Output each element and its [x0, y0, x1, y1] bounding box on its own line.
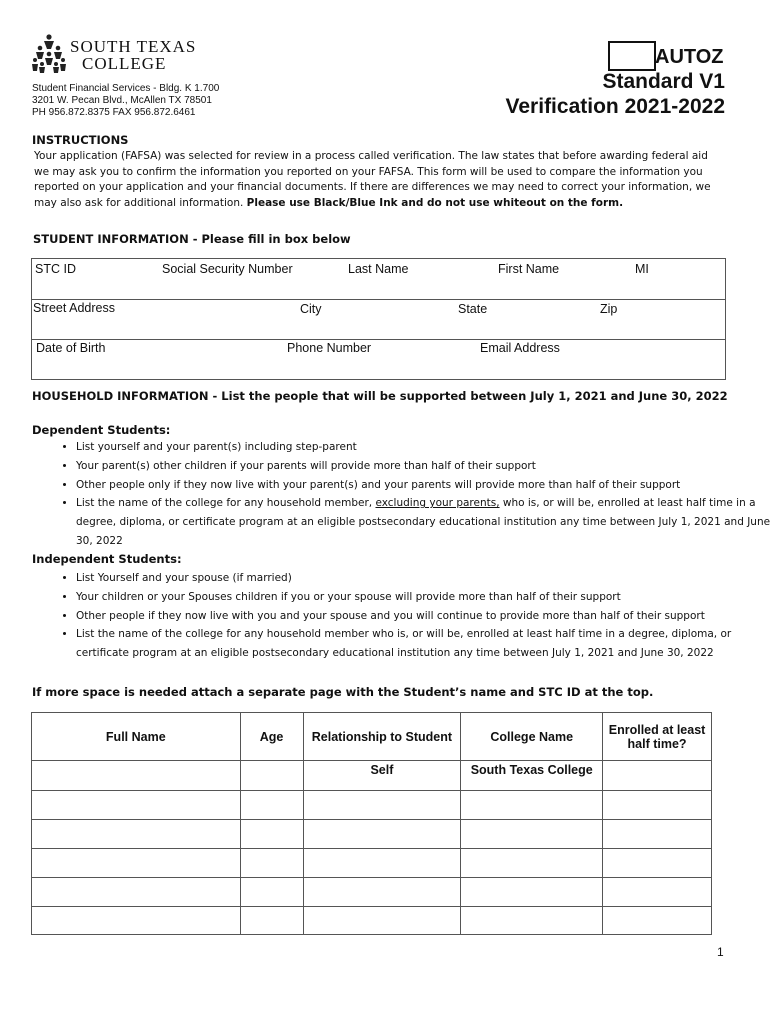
student-info-box [31, 258, 726, 380]
list-item: • List yourself and your parent(s) including step-parent [76, 438, 770, 457]
cell[interactable] [240, 791, 303, 820]
household-table [31, 712, 712, 935]
street-address-label: Street Address [33, 301, 115, 315]
cell[interactable] [603, 907, 712, 935]
city-label: City [300, 302, 322, 316]
college-logo [31, 33, 67, 80]
divider [32, 299, 725, 300]
dep4-text-b: who is, or will be, enrolled at least half time in a degree, diploma, or certificate program at an eligible postsecondary educational institution any time between July 1, 2021 and June 30, 2022 [76, 497, 770, 547]
table-row [32, 791, 712, 820]
cell[interactable] [603, 791, 712, 820]
table-row [32, 907, 712, 935]
instructions-body: Your application (FAFSA) was selected for review in a process called verification. The law states that before awarding federal aid we may ask you to confirm the information you reported on your FAFSA. This form will be used to compare the information you reported on your application and your financial documents. If there are differences we may need to correct your information, we may also ask for additional information. [34, 150, 711, 209]
col-enrolled: Enrolled at least half time? [603, 713, 712, 761]
cell[interactable] [32, 820, 241, 849]
form-standard: Standard V1 [602, 70, 725, 93]
dependent-list [30, 438, 770, 551]
logo-line2: COLLEGE [82, 54, 167, 73]
dob-label: Date of Birth [36, 341, 106, 355]
col-college: College Name [461, 713, 603, 761]
table-row [32, 761, 712, 791]
col-relationship: Relationship to Student [303, 713, 461, 761]
cell[interactable] [461, 820, 603, 849]
table-note: If more space is needed attach a separate page with the Student’s name and STC ID at the top. [32, 685, 654, 699]
cell[interactable] [303, 791, 461, 820]
list-item: • List Yourself and your spouse (if married) [76, 569, 770, 588]
household-title: HOUSEHOLD INFORMATION - List the people that will be supported between July 1, 2021 and June 30, 2022 [32, 389, 728, 403]
instructions-text [34, 149, 724, 211]
cell[interactable] [32, 878, 241, 907]
cell[interactable] [461, 878, 603, 907]
col-age: Age [240, 713, 303, 761]
logo-figures-icon [31, 33, 67, 75]
instructions-title: INSTRUCTIONS [32, 133, 129, 147]
logo-line1: SOUTH TEXAS [70, 37, 197, 56]
table-row [32, 849, 712, 878]
cell[interactable] [303, 878, 461, 907]
divider [32, 339, 725, 340]
list-item: • Your parent(s) other children if your parents will provide more than half of their support [76, 457, 770, 476]
dep4-text-a: List the name of the college for any household member, [76, 497, 376, 510]
cell[interactable] [461, 791, 603, 820]
cell: Self [303, 761, 461, 791]
list-item [76, 494, 770, 550]
state-label: State [458, 302, 488, 316]
independent-title: Independent Students: [32, 552, 182, 566]
cell[interactable] [32, 791, 241, 820]
ssn-label: Social Security Number [162, 262, 293, 276]
cell: South Texas College [461, 761, 603, 791]
table-header-row [32, 713, 712, 761]
list-item: • List the name of the college for any household member who is, or will be, enrolled at least half time in a degree, diploma, or certificate program at an eligible postsecondary educational institution any time between July 1, 2021 and June 30, 2022 [76, 625, 770, 663]
code-box[interactable] [608, 41, 656, 71]
cell[interactable] [32, 907, 241, 935]
cell[interactable] [32, 849, 241, 878]
list-item: • Other people if they now live with you and your spouse and you will continue to provide more than half of their support [76, 607, 770, 626]
page-number: 1 [717, 945, 724, 959]
list-item: • Other people only if they now live with your parent(s) and your parents will provide more than half of their support [76, 476, 770, 495]
independent-list [30, 569, 770, 663]
list-item: • Your children or your Spouses children if you or your spouse will provide more than half of their support [76, 588, 770, 607]
address-line: Student Financial Services - Bldg. K 1.700 [32, 83, 220, 94]
first-name-label: First Name [498, 262, 560, 276]
phone-label: Phone Number [287, 341, 372, 355]
cell[interactable] [461, 849, 603, 878]
email-label: Email Address [480, 341, 560, 355]
mi-label: MI [635, 262, 649, 276]
form-title: Verification 2021-2022 [505, 95, 725, 118]
cell[interactable] [240, 820, 303, 849]
table-row [32, 878, 712, 907]
address-line: 3201 W. Pecan Blvd., McAllen TX 78501 [32, 95, 212, 106]
zip-label: Zip [600, 302, 618, 316]
last-name-label: Last Name [348, 262, 409, 276]
cell[interactable] [240, 907, 303, 935]
cell[interactable] [603, 761, 712, 791]
student-info-title: STUDENT INFORMATION - Please fill in box below [33, 232, 351, 246]
table-row [32, 820, 712, 849]
cell[interactable] [240, 849, 303, 878]
dep4-underlined: excluding your parents, [375, 497, 500, 510]
cell[interactable] [240, 761, 303, 791]
cell[interactable] [303, 907, 461, 935]
cell[interactable] [603, 849, 712, 878]
cell[interactable] [303, 820, 461, 849]
cell[interactable] [603, 878, 712, 907]
cell[interactable] [461, 907, 603, 935]
office-address [32, 83, 219, 119]
cell[interactable] [303, 849, 461, 878]
cell[interactable] [32, 761, 241, 791]
cell[interactable] [240, 878, 303, 907]
cell[interactable] [603, 820, 712, 849]
dependent-title: Dependent Students: [32, 423, 171, 437]
instructions-ink-note: Please use Black/Blue Ink and do not use whiteout on the form. [246, 196, 624, 209]
address-line: PH 956.872.8375 FAX 956.872.6461 [32, 107, 196, 118]
col-full-name: Full Name [32, 713, 241, 761]
form-code: AUTOZ [655, 46, 724, 68]
stc-id-label: STC ID [35, 262, 76, 276]
